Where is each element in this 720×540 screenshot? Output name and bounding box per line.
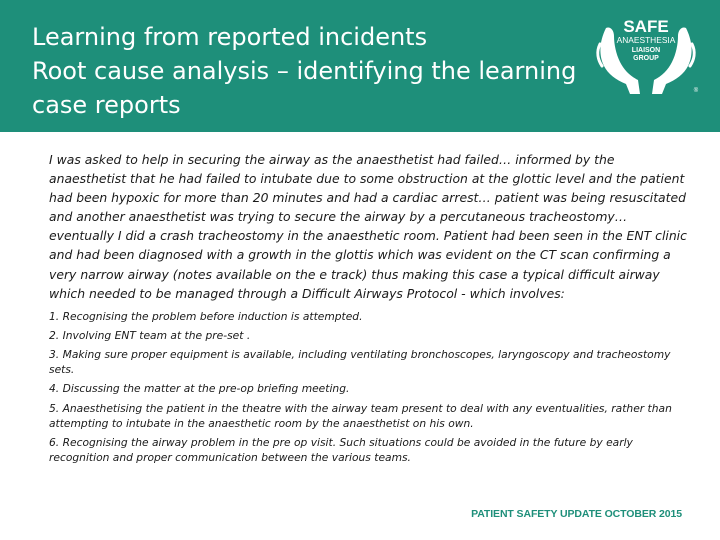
list-item: 3. Making sure proper equipment is available, including ventilating bronchoscopes, laryngoscopy and tracheostomy sets. — [49, 348, 671, 377]
logo-line: LIAISON — [631, 47, 661, 54]
slide-title — [32, 20, 577, 122]
case-report — [49, 150, 689, 469]
safe-anaesthesia-logo — [590, 14, 702, 94]
logo-line: SAFE — [623, 17, 669, 36]
case-paragraph: I was asked to help in securing the airway as the anaesthetist had failed… informed by the anaesthetist that he had failed to intubate due to some obstruction at the glottic level and the patient had been hypoxic for more than 20 minutes and had a cardiac arrest… patient was being resuscitated and another anaesthetist was trying to secure the airway by a percutaneous tracheostomy… eventually I did a crash tracheostomy in the anaesthetic room. Patient had been seen in the ENT clinic and had been diagnosed with a growth in the glottis which was evident on the CT scan confirming a very narrow airway (notes available on the e track) thus making this case a typical difficult airway which needed to be managed through a Difficult Airways Protocol - which involves: — [49, 152, 687, 301]
list-item: 6. Recognising the airway problem in the pre op visit. Such situations could be avoided in the future by early recognition and proper communication between the various teams. — [49, 435, 633, 464]
logo-line: ANAESTHESIA — [616, 35, 676, 45]
list-item: 4. Discussing the matter at the pre-op briefing meeting. — [49, 382, 350, 396]
list-item: 5. Anaesthetising the patient in the theatre with the airway team present to deal with any eventualities, rather than attempting to intubate in the anaesthetic room by the anaesthetist on his own. — [49, 401, 672, 430]
footer-label: PATIENT SAFETY UPDATE OCTOBER 2015 — [471, 508, 682, 520]
logo-line: GROUP — [633, 55, 659, 62]
list-item: 2. Involving ENT team at the pre-set . — [49, 328, 251, 342]
registered-mark: ® — [693, 88, 699, 94]
protocol-steps — [49, 309, 689, 465]
list-item: 1. Recognising the problem before induction is attempted. — [49, 309, 363, 323]
title-line: Learning from reported incidents — [32, 23, 428, 51]
title-line: Root cause analysis – identifying the learning — [32, 57, 577, 85]
header-banner — [0, 0, 720, 132]
title-line: case reports — [32, 91, 181, 119]
